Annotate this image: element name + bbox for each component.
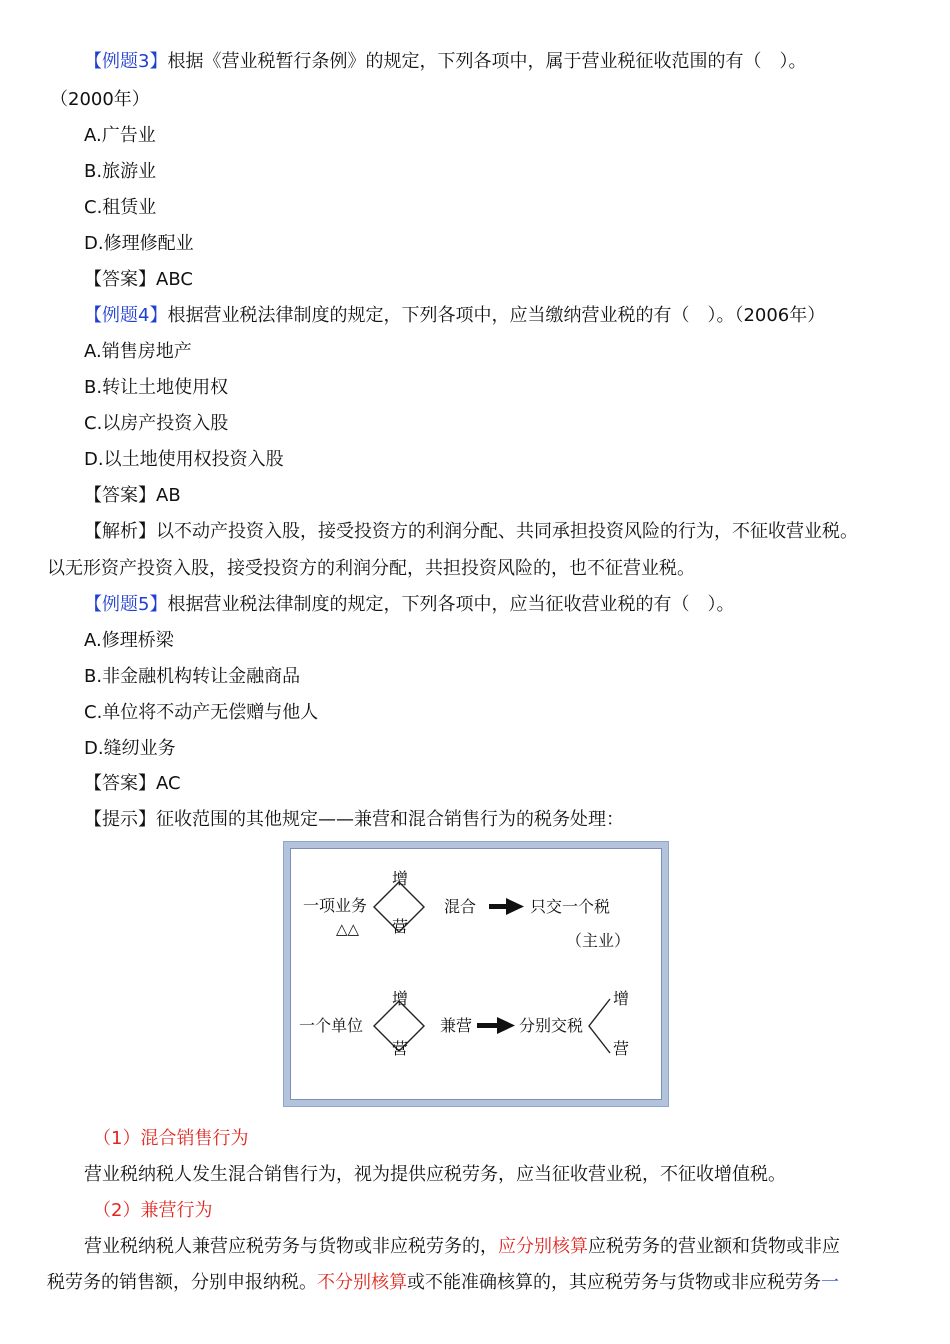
- row2-branch: [589, 999, 610, 1053]
- ex5-answer: 【答案】AC: [84, 773, 181, 794]
- ex5-option-c: C.单位将不动产无偿赠与他人: [84, 702, 319, 723]
- ex5-option-b: B.非金融机构转让金融商品: [84, 666, 301, 687]
- ex3-tag: 【例题3】: [84, 51, 168, 72]
- row2-left-label: 一个单位: [299, 1016, 364, 1035]
- ex4-tag: 【例题4】: [84, 305, 168, 326]
- section2-highlight-2: 不分别核算: [317, 1272, 407, 1293]
- section2-text-2d: 一: [821, 1272, 839, 1293]
- tax-treatment-diagram: [283, 841, 669, 1107]
- row1-left-label: 一项业务: [303, 896, 368, 915]
- ex5-option-d: D.缝纫业务: [84, 738, 176, 759]
- ex5-tag: 【例题5】: [84, 594, 168, 615]
- row1-bottom-label: 营: [392, 917, 409, 936]
- ex4-option-d: D.以土地使用权投资入股: [84, 449, 284, 470]
- row1-arrow-icon: [489, 898, 524, 915]
- diagram-svg: [284, 842, 670, 1108]
- ex4-option-a: A.销售房地产: [84, 341, 192, 362]
- row1-result: 只交一个税: [530, 897, 611, 916]
- ex4-analysis-line1: 【解析】以不动产投资入股，接受投资方的利润分配、共同承担投资风险的行为，不征收营业税。: [84, 521, 858, 542]
- section2-highlight-1: 应分别核算: [498, 1236, 588, 1257]
- tip-line: 【提示】征收范围的其他规定——兼营和混合销售行为的税务处理：: [84, 809, 624, 830]
- section2-para-line1: [0, 1235, 950, 1259]
- ex3-stem: 根据《营业税暂行条例》的规定，下列各项中，属于营业税征收范围的有（ ）。: [167, 51, 807, 72]
- row2-result: 分别交税: [519, 1016, 584, 1035]
- section2-title: （2）兼营行为: [93, 1200, 213, 1221]
- section1-body: 营业税纳税人发生混合销售行为，视为提供应税劳务，应当征收营业税，不征收增值税。: [84, 1164, 786, 1185]
- ex4-option-b: B.转让土地使用权: [84, 377, 229, 398]
- ex3-year: （2000年）: [50, 89, 150, 110]
- ex3-option-c: C.租赁业: [84, 197, 157, 218]
- ex3-option-d: D.修理修配业: [84, 233, 194, 254]
- ex5-option-a: A.修理桥梁: [84, 630, 174, 651]
- ex4-stem-line: [0, 304, 950, 328]
- section2-text-1a: 营业税纳税人兼营应税劳务与货物或非应税劳务的，: [84, 1236, 498, 1257]
- ex4-option-c: C.以房产投资入股: [84, 413, 229, 434]
- ex4-stem: 根据营业税法律制度的规定，下列各项中，应当缴纳营业税的有（ ）。（2006年）: [167, 305, 826, 326]
- row1-note: （主业）: [566, 931, 631, 950]
- row2-branch-bottom: 营: [613, 1039, 630, 1058]
- ex5-stem: 根据营业税法律制度的规定，下列各项中，应当征收营业税的有（ ）。: [167, 594, 735, 615]
- section1-title: （1）混合销售行为: [93, 1128, 249, 1149]
- ex3-option-b: B.旅游业: [84, 161, 157, 182]
- ex3-option-a: A.广告业: [84, 125, 156, 146]
- row2-branch-top: 增: [613, 989, 630, 1008]
- ex3-stem-line: [0, 50, 950, 74]
- section2-text-1c: 应税劳务的营业额和货物或非应: [588, 1236, 840, 1257]
- ex3-answer: 【答案】ABC: [84, 269, 193, 290]
- row1-middle-label: 混合: [444, 897, 477, 916]
- section2-text-2a: 税劳务的销售额，分别申报纳税。: [47, 1272, 317, 1293]
- ex4-answer: 【答案】AB: [84, 485, 181, 506]
- ex4-analysis-line2: 以无形资产投资入股，接受投资方的利润分配，共担投资风险的，也不征营业税。: [47, 558, 695, 579]
- row2-arrow-icon: [477, 1017, 515, 1034]
- row1-marks: △△: [336, 920, 360, 938]
- ex5-stem-line: [0, 593, 950, 617]
- row2-middle-label: 兼营: [440, 1016, 473, 1035]
- row1-top-label: 增: [392, 869, 409, 888]
- section2-text-2c: 或不能准确核算的，其应税劳务与货物或非应税劳务: [407, 1272, 821, 1293]
- row2-top-label: 增: [392, 989, 409, 1008]
- row2-bottom-label: 营: [392, 1039, 409, 1058]
- section2-para-line2: [0, 1271, 950, 1295]
